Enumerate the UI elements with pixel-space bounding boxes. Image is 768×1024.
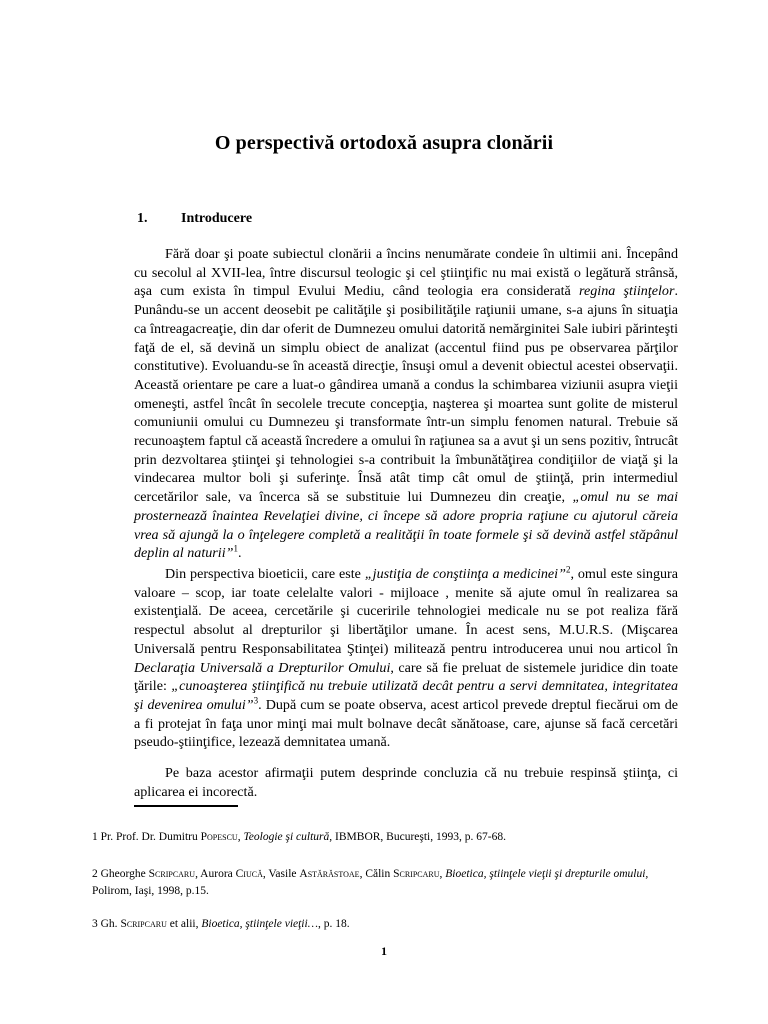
footnote-1-publication: , IBMBOR, Bucureşti, 1993, p. 67-68. [329, 831, 506, 843]
footnote-2-book-title: Bioetica, ştiinţele vieţii şi drepturile omului, [445, 868, 649, 880]
footnote-1-author: Popescu [200, 831, 238, 843]
paragraph-2-quote: „cunoaşterea ştiinţifică nu trebuie utilizată decât pentru a servi demnitatea, integritatea şi devenirea omului” [134, 678, 679, 713]
footnote-3 [92, 916, 682, 933]
footnote-3-author: Scripcaru [120, 918, 167, 930]
footnote-2-number: 2 [92, 868, 98, 880]
paragraph-1-text-c: . [237, 545, 242, 562]
paragraph-2 [134, 565, 678, 752]
footnote-3-number: 3 [92, 918, 98, 930]
footnote-3-text-2: et alii, [166, 918, 202, 930]
footnote-1-book-title: Teologie şi cultură [243, 831, 330, 843]
paragraph-1-italic-a: regina ştiinţelor [579, 283, 675, 300]
footnote-1-sep: , [237, 831, 244, 843]
paragraph-1 [134, 245, 678, 563]
footnote-2-author-2: Ciucă [235, 868, 263, 880]
footnote-2 [92, 866, 682, 899]
paragraph-2-text-c: , care să fie preluat de sistemele juridice din toate ţările: [134, 659, 678, 695]
footnote-1-text: Pr. Prof. Dr. Dumitru [97, 831, 201, 843]
paragraph-1-text-b: . Punându-se un accent deosebit pe calităţile şi posibilităţile raţiunii umane, s-a ajuns în situaţia ca întreagacreaţie, din dar oferit de Dumnezeu omului datorită nemărginitei Sale iubiri părinteşti faţă de el, să devină un simplu obiect de analizat (accentul fiind pus pe observarea părţilor constitutive). Evoluandu-se în această direcţie, însuşi omul a devenit obiectul acestei observaţii. Această orientare pe care a luat-o gândirea umană a condus la schimbarea viziunii asupra vieţii omeneşti, astfel încât în secolele trecute concepţia, naşterea şi moartea sunt golite de misterul comuniunii omului cu Dumnezeu şi transformate într-un simplu fenomen natural. Trebuie să recunoaştem faptul că această încredere a omului în raţiunea sa a avut şi un sens pozitiv, întrucât prin dezvoltarea ştiinţei şi tehnologiei s-a contribuit la îmbunătăţirea condiţiilor de viaţă şi la vindecarea multor boli şi suferinţe. Însă atât timp cât omul de ştiinţă, prin intermediul cercetărilor sale, va încerca să se substituie lui Dumnezeu din creaţie, [134, 283, 678, 506]
footnote-2-text-2: , Aurora [195, 868, 236, 880]
paragraph-2-text-a: Din perspectiva bioeticii, care este [165, 566, 365, 582]
footnote-2-text-1: Gheorghe [97, 868, 149, 880]
paragraph-2-italic-a: „justiţia de conştiinţa a medicinei” [364, 566, 566, 582]
footnote-ref-3[interactable]: 3 [253, 695, 259, 706]
section-number: 1. [137, 211, 148, 226]
footnote-2-author-1: Scripcaru [148, 868, 196, 880]
paragraph-3: Pe baza acestor afirmaţii putem desprinde concluzia că nu trebuie respinsă ştiinţa, ci aplicarea ei incorectă. [134, 765, 678, 800]
footnote-separator [134, 805, 238, 807]
section-heading [137, 211, 252, 227]
footnote-1 [92, 829, 682, 846]
footnote-3-publication: , p. 18. [317, 918, 350, 930]
footnote-2-text-4: , Călin [359, 868, 394, 880]
footnote-2-author-3: Astărăstoae [299, 868, 360, 880]
paragraph-2-italic-b: Declaraţia Universală a Drepturilor Omului [134, 659, 391, 676]
section-title: Introducere [181, 211, 253, 226]
paragraph-1-text-a: Fără doar şi poate subiectul clonării a încins nenumărate condeie în ultimii ani. Începând cu secolul al XVII-lea, între discursul teologic şi cel ştiinţific nu mai există o legătură strânsă, aşa cum exista în timpul Evului Mediu, când teologia era considerată [134, 246, 678, 300]
page-number: 1 [381, 944, 387, 958]
paragraph-2-text-b: , omul este singura valoare – scop, iar toate celelalte valori - mijloace , menite să ajute omul în realizarea sa existenţială. De aceea, cercetările şi cuceririle tehnologiei medicale nu se pot realiza fără respectul absolut al drepturilor şi libertăţilor umane. În acest sens, M.U.R.S. (Mişcarea Universală pentru Responsabilitatea Ştinţei) militează pentru introducerea unui nou articol în [134, 566, 678, 657]
footnote-2-text-3: , Vasile [262, 868, 300, 880]
footnote-1-number: 1 [92, 831, 98, 843]
footnote-2-author-4: Scripcaru [393, 868, 440, 880]
paragraph-2-text-d: . După cum se poate observa, acest articol prevede dreptul fiecărui om de a fi protejat în faţa unor minţi mai mult bolnave decât sănătoase, care, ajunse să facă cercetări pseudo-ştiinţifice, lezează demnitatea umană. [134, 696, 678, 751]
footnote-ref-1[interactable]: 1 [233, 543, 238, 554]
paragraph-1-quote: „omul nu se mai prosternează înaintea Revelaţiei divine, ci începe să adore propria raţiune cu ajutorul căreia vrea să ajungă la o înţelegere completă a realităţii în toate formele şi să devină astfel stăpânul deplin al naturii” [134, 489, 678, 562]
footnote-2-publication: Polirom, Iaşi, 1998, p.15. [92, 884, 209, 897]
footnote-2-text-5: , [439, 868, 446, 880]
footnote-ref-2[interactable]: 2 [565, 564, 571, 575]
footnote-3-book-title: Bioetica, ştiinţele vieţii… [201, 918, 318, 930]
footnote-3-text-1: Gh. [97, 918, 121, 930]
document-title: O perspectivă ortodoxă asupra clonării [214, 132, 554, 154]
